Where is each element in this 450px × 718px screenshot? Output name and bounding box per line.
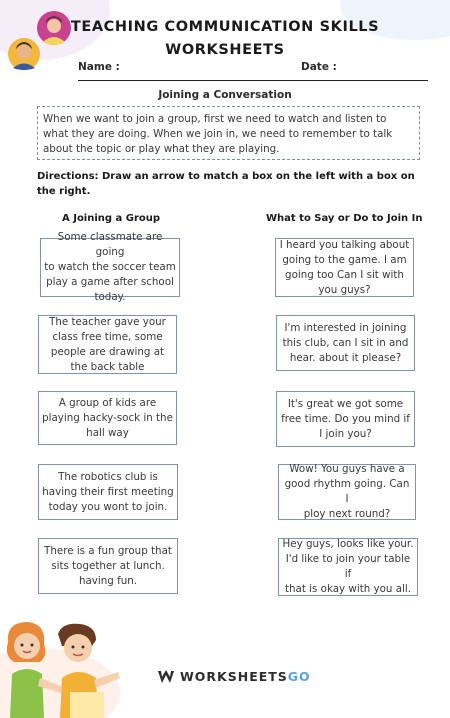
right-box-1[interactable] <box>275 238 414 297</box>
right-box-5-text: Hey guys, looks like your. I'd like to join your table if that is okay with you all. <box>282 538 414 595</box>
left-box-1-text: Some classmate are going to watch the soccer team play a game after school today. <box>44 231 176 303</box>
page-title-line1: TEACHING COMMUNICATION SKILLS <box>70 19 380 35</box>
left-box-5[interactable] <box>38 538 178 594</box>
left-box-5-text: There is a fun group that sits together at lunch. having fun. <box>44 544 172 587</box>
left-box-2[interactable] <box>38 315 177 374</box>
right-box-4[interactable] <box>278 464 416 520</box>
left-box-1[interactable] <box>40 231 180 303</box>
name-label: Name : <box>78 61 120 73</box>
right-box-2-text: I'm interested in joining this club, can I sit in and hear. about it please? <box>282 321 409 364</box>
right-box-5[interactable] <box>278 538 418 596</box>
right-box-2[interactable] <box>276 315 415 371</box>
left-box-4-text: The robotics club is having their first meeting today you wont to join. <box>42 470 174 513</box>
left-column-heading: A Joining a Group <box>62 213 161 224</box>
section-title: Joining a Conversation <box>158 89 292 101</box>
brand-logo-text: WORKSHEETSGO <box>180 669 311 684</box>
left-box-3-text: A group of kids are playing hacky-sock in the hall way <box>42 396 173 439</box>
left-box-2-text: The teacher gave your class free time, some people are drawing at the back table <box>49 315 166 373</box>
brand-logo-icon <box>158 669 174 685</box>
kids-illustration <box>0 612 145 718</box>
right-box-3-text: It's great we got some free time. Do you mind if I join you? <box>281 397 410 440</box>
right-box-1-text: I heard you talking about going to the game. I am going too Can I sit with you guys? <box>279 238 410 296</box>
left-box-4[interactable] <box>38 464 178 520</box>
right-column-heading: What to Say or Do to Join In <box>266 213 423 224</box>
intro-box: When we want to join a group, first we need to watch and listen to what they are doing. When we join in, we need to remember to talk about the topic or play what they are playing. <box>37 106 420 160</box>
date-label: Date : <box>301 61 337 73</box>
right-box-3[interactable] <box>276 391 415 447</box>
page-title-line2: WORKSHEETS <box>165 42 285 58</box>
directions-text: Directions: Draw an arrow to match a box on the left with a box on the right. <box>37 171 415 197</box>
right-box-4-text: Wow! You guys have a good rhythm going. Can I ploy next round? <box>284 463 410 520</box>
name-date-row <box>78 61 428 81</box>
avatars-illustration <box>2 6 78 76</box>
left-box-3[interactable] <box>38 391 177 445</box>
